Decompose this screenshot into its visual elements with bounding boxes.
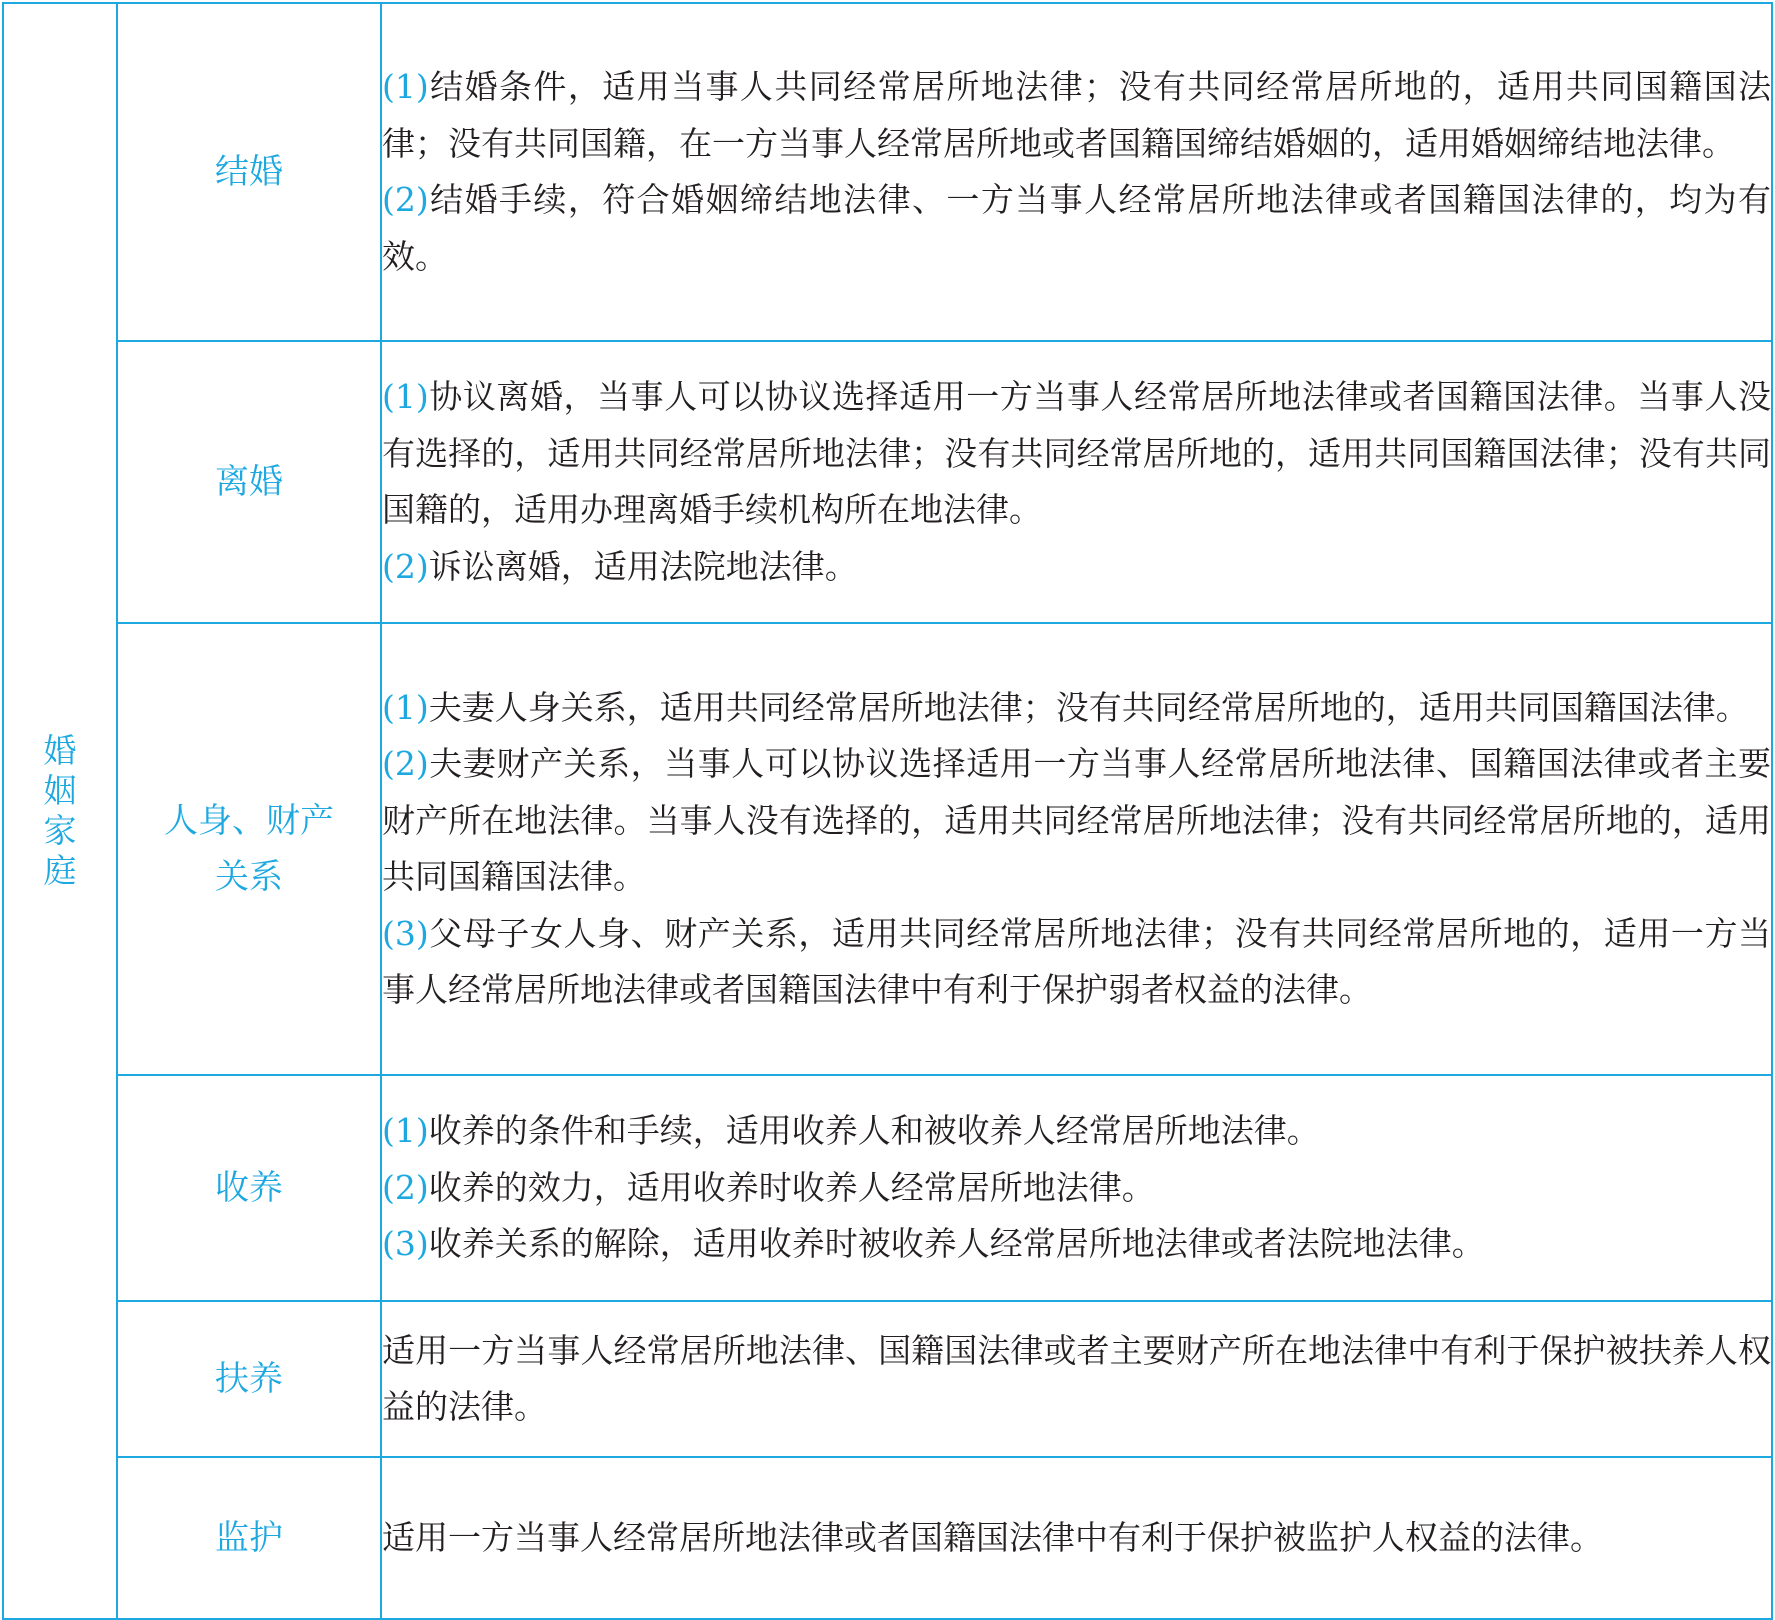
clause-number: (3) <box>382 1224 429 1264</box>
subcategory-cell <box>117 623 381 1075</box>
subcategory-cell <box>117 1301 381 1457</box>
clause-text: 结婚条件，适用当事人共同经常居所地法律；没有共同经常居所地的，适用共同国籍国法律；没有共同国籍，在一方当事人经常居所地或者国籍国缔结婚姻的，适用婚姻缔结地法律。 <box>382 67 1771 163</box>
clause <box>382 1216 1771 1273</box>
table-row <box>3 1457 1772 1619</box>
clause <box>382 539 1771 596</box>
content-text <box>382 369 1771 595</box>
content-cell <box>381 623 1772 1075</box>
table-row <box>3 3 1772 341</box>
subcategory-label: 离婚 <box>215 462 283 502</box>
content-text <box>382 1510 1771 1567</box>
subcategory-label: 人身、财产关系 <box>164 801 334 897</box>
clause <box>382 736 1771 906</box>
subcategory-cell <box>117 1075 381 1301</box>
content-cell <box>381 1301 1772 1457</box>
clause <box>382 369 1771 539</box>
clause-text: 夫妻财产关系，当事人可以协议选择适用一方当事人经常居所地法律、国籍国法律或者主要财产所在地法律。当事人没有选择的，适用共同经常居所地法律；没有共同经常居所地的，适用共同国籍国法律。 <box>382 744 1771 896</box>
clause-number: (1) <box>382 377 429 416</box>
clause <box>382 59 1771 172</box>
subcategory-label: 监护 <box>215 1518 283 1558</box>
subcategory-label: 收养 <box>215 1168 283 1208</box>
subcategory-cell <box>117 3 381 341</box>
table-row <box>3 623 1772 1075</box>
subcategory-label: 扶养 <box>215 1359 283 1399</box>
clause <box>382 1510 1771 1567</box>
clause <box>382 1323 1771 1436</box>
law-table <box>2 2 1773 1620</box>
clause-text: 夫妻人身关系，适用共同经常居所地法律；没有共同经常居所地的，适用共同国籍国法律。 <box>428 687 1749 727</box>
clause-text: 父母子女人身、财产关系，适用共同经常居所地法律；没有共同经常居所地的，适用一方当事人经常居所地法律或者国籍国法律中有利于保护弱者权益的法律。 <box>382 913 1771 1009</box>
clause-number: (1) <box>382 687 429 727</box>
subcategory-label: 结婚 <box>215 152 283 192</box>
content-cell <box>381 1075 1772 1301</box>
category-cell <box>3 3 117 1619</box>
content-cell <box>381 1457 1772 1619</box>
clause-text: 结婚手续，符合婚姻缔结地法律、一方当事人经常居所地法律或者国籍国法律的，均为有效。 <box>382 180 1771 276</box>
clause-number: (2) <box>382 744 429 783</box>
clause-number: (2) <box>382 1167 429 1207</box>
clause-text: 诉讼离婚，适用法院地法律。 <box>428 546 858 586</box>
clause-number: (2) <box>382 180 429 219</box>
clause-number: (2) <box>382 546 429 586</box>
content-cell <box>381 3 1772 341</box>
clause <box>382 906 1771 1019</box>
clause <box>382 1160 1771 1217</box>
clause-text: 适用一方当事人经常居所地法律或者国籍国法律中有利于保护被监护人权益的法律。 <box>382 1517 1603 1557</box>
clause-number: (1) <box>382 67 429 106</box>
clause-text: 收养的效力，适用收养时收养人经常居所地法律。 <box>428 1167 1155 1207</box>
subcategory-cell <box>117 341 381 623</box>
content-text <box>382 1103 1771 1273</box>
clause-number: (3) <box>382 913 429 953</box>
clause-text: 收养关系的解除，适用收养时被收养人经常居所地法律或者法院地法律。 <box>428 1224 1485 1264</box>
content-text <box>382 59 1771 285</box>
clause-text: 协议离婚，当事人可以协议选择适用一方当事人经常居所地法律或者国籍国法律。当事人没有选择的，适用共同经常居所地法律；没有共同经常居所地的，适用共同国籍国法律；没有共同国籍的，适用办理离婚手续机构所在地法律。 <box>382 377 1771 529</box>
clause-text: 收养的条件和手续，适用收养人和被收养人经常居所地法律。 <box>428 1111 1320 1151</box>
clause-number: (1) <box>382 1111 429 1151</box>
subcategory-cell <box>117 1457 381 1619</box>
clause <box>382 172 1771 285</box>
table-row <box>3 1301 1772 1457</box>
table-row <box>3 341 1772 623</box>
table-row <box>3 1075 1772 1301</box>
content-cell <box>381 341 1772 623</box>
category-label: 婚姻家庭 <box>43 731 77 890</box>
clause <box>382 1103 1771 1160</box>
content-text <box>382 1323 1771 1436</box>
content-text <box>382 680 1771 1019</box>
clause-text: 适用一方当事人经常居所地法律、国籍国法律或者主要财产所在地法律中有利于保护被扶养人权益的法律。 <box>382 1330 1771 1426</box>
clause <box>382 680 1771 737</box>
